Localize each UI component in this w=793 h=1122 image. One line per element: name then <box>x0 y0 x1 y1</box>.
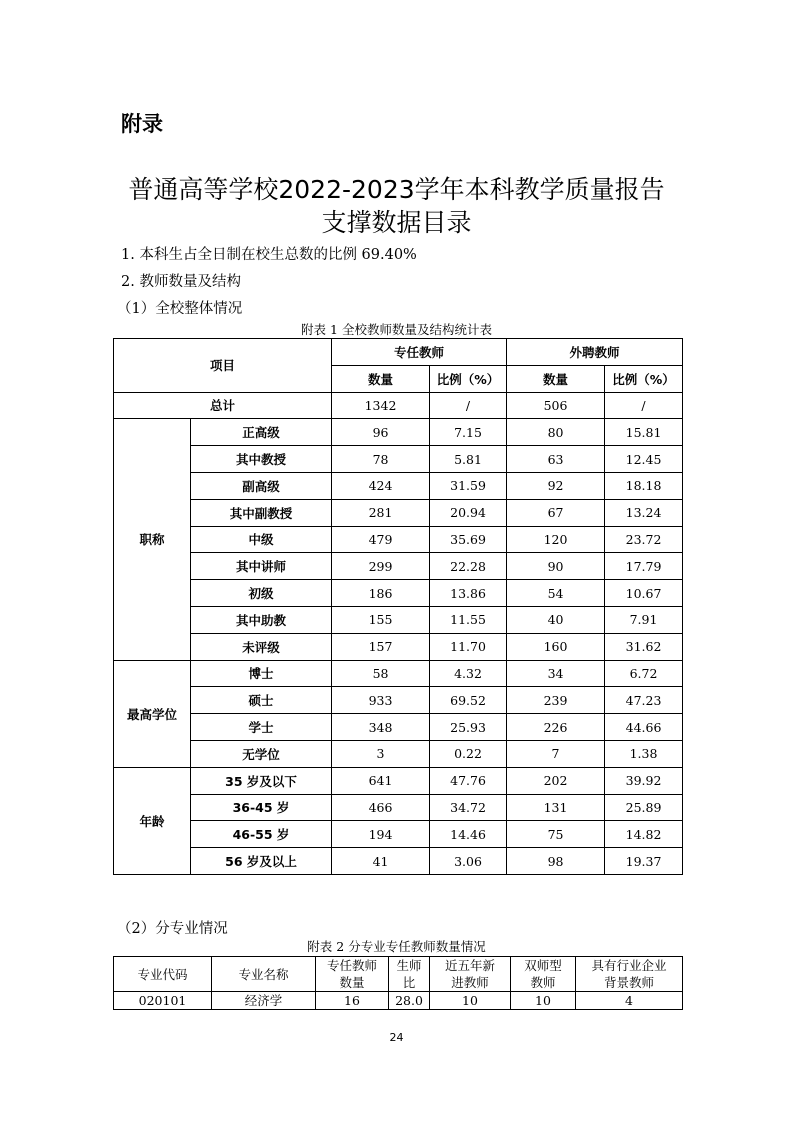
row-label: 学士 <box>191 714 332 741</box>
row-label: 其中助教 <box>191 606 332 633</box>
header-dual-teachers-l2: 教师 <box>530 975 556 990</box>
external-ratio: 39.92 <box>605 767 683 794</box>
external-ratio: 19.37 <box>605 848 683 875</box>
fulltime-ratio: 4.32 <box>430 660 507 687</box>
table-row <box>114 740 683 767</box>
external-count: 92 <box>507 472 605 499</box>
fulltime-count: 299 <box>332 553 430 580</box>
fulltime-ratio: 0.22 <box>430 740 507 767</box>
fulltime-count: 157 <box>332 633 430 660</box>
header-new-teachers <box>430 957 511 992</box>
group-label: 最高学位 <box>114 660 191 767</box>
group-label: 年龄 <box>114 767 191 874</box>
external-count: 98 <box>507 848 605 875</box>
external-count: 67 <box>507 499 605 526</box>
sub-item-overall: （1）全校整体情况 <box>117 301 243 317</box>
table1-caption: 附表 1 全校教师数量及结构统计表 <box>301 322 492 337</box>
external-count: 54 <box>507 580 605 607</box>
row-label: 其中副教授 <box>191 499 332 526</box>
total-label: 总计 <box>114 392 332 419</box>
external-count: 131 <box>507 794 605 821</box>
header-teacher-count-l1: 专任教师 <box>326 958 377 973</box>
fulltime-count: 466 <box>332 794 430 821</box>
table-row <box>114 419 683 446</box>
appendix-heading: 附录 <box>121 112 163 136</box>
page-number: 24 <box>389 1031 404 1044</box>
external-ratio: 23.72 <box>605 526 683 553</box>
external-count: 63 <box>507 446 605 473</box>
table2-caption: 附表 2 分专业专任教师数量情况 <box>307 939 486 954</box>
external-ratio: 12.45 <box>605 446 683 473</box>
fulltime-ratio: 11.55 <box>430 606 507 633</box>
fulltime-count: 641 <box>332 767 430 794</box>
table-row <box>114 794 683 821</box>
fulltime-ratio: 14.46 <box>430 821 507 848</box>
header-dual-teachers-l1: 双师型 <box>524 958 562 973</box>
external-count: 40 <box>507 606 605 633</box>
external-ratio: 14.82 <box>605 821 683 848</box>
table2-header-row <box>114 957 683 992</box>
external-ratio: 6.72 <box>605 660 683 687</box>
group-label: 职称 <box>114 419 191 660</box>
fulltime-count: 78 <box>332 446 430 473</box>
sub-item-by-major: （2）分专业情况 <box>117 921 228 937</box>
major-teacher-table <box>113 956 683 1010</box>
row-label: 中级 <box>191 526 332 553</box>
header-major-name <box>212 957 316 992</box>
item-undergrad-ratio: 1. 本科生占全日制在校生总数的比例 69.40% <box>121 247 417 263</box>
table-row <box>114 472 683 499</box>
table-row <box>114 446 683 473</box>
table-row <box>114 553 683 580</box>
header-new-teachers-l2: 进教师 <box>451 975 489 990</box>
external-ratio: 18.18 <box>605 472 683 499</box>
fulltime-ratio: 5.81 <box>430 446 507 473</box>
row-label: 其中教授 <box>191 446 332 473</box>
external-count: 239 <box>507 687 605 714</box>
header-fulltime: 专任教师 <box>332 339 507 366</box>
fulltime-ratio: 22.28 <box>430 553 507 580</box>
external-ratio: 47.23 <box>605 687 683 714</box>
header-fulltime-ratio: 比例（%） <box>430 365 507 392</box>
header-major-code <box>114 957 212 992</box>
fulltime-ratio: 11.70 <box>430 633 507 660</box>
table-row <box>114 767 683 794</box>
external-count: 75 <box>507 821 605 848</box>
fulltime-ratio: 7.15 <box>430 419 507 446</box>
fulltime-ratio: 47.76 <box>430 767 507 794</box>
table-row <box>114 499 683 526</box>
table-row <box>114 821 683 848</box>
fulltime-count: 155 <box>332 606 430 633</box>
fulltime-ratio: 3.06 <box>430 848 507 875</box>
total-external-count: 506 <box>507 392 605 419</box>
fulltime-count: 96 <box>332 419 430 446</box>
external-count: 160 <box>507 633 605 660</box>
header-external-count: 数量 <box>507 365 605 392</box>
header-item: 项目 <box>114 339 332 393</box>
table-row <box>114 687 683 714</box>
row-label: 36-45 岁 <box>191 794 332 821</box>
teacher-structure-table <box>113 338 683 875</box>
row-label: 35 岁及以下 <box>191 767 332 794</box>
table-row <box>114 606 683 633</box>
item-teacher-structure: 2. 教师数量及结构 <box>121 274 241 290</box>
header-industry-teachers <box>576 957 683 992</box>
cell-name: 经济学 <box>212 992 316 1010</box>
header-fulltime-count: 数量 <box>332 365 430 392</box>
fulltime-ratio: 31.59 <box>430 472 507 499</box>
fulltime-ratio: 13.86 <box>430 580 507 607</box>
table-row <box>114 660 683 687</box>
row-label: 硕士 <box>191 687 332 714</box>
fulltime-ratio: 34.72 <box>430 794 507 821</box>
external-count: 226 <box>507 714 605 741</box>
header-student-ratio-l2: 比 <box>402 975 416 990</box>
fulltime-count: 281 <box>332 499 430 526</box>
fulltime-ratio: 69.52 <box>430 687 507 714</box>
external-count: 80 <box>507 419 605 446</box>
table-row <box>114 633 683 660</box>
cell-count: 16 <box>316 992 389 1010</box>
external-count: 7 <box>507 740 605 767</box>
table-row <box>114 714 683 741</box>
fulltime-ratio: 20.94 <box>430 499 507 526</box>
header-industry-teachers-l2: 背景教师 <box>603 975 654 990</box>
cell-dual: 10 <box>511 992 576 1010</box>
external-ratio: 13.24 <box>605 499 683 526</box>
external-count: 90 <box>507 553 605 580</box>
table-row <box>114 848 683 875</box>
header-new-teachers-l1: 近五年新 <box>444 958 495 973</box>
row-label: 未评级 <box>191 633 332 660</box>
fulltime-count: 41 <box>332 848 430 875</box>
external-ratio: 44.66 <box>605 714 683 741</box>
header-dual-teachers <box>511 957 576 992</box>
fulltime-count: 424 <box>332 472 430 499</box>
header-external: 外聘教师 <box>507 339 683 366</box>
cell-new: 10 <box>430 992 511 1010</box>
header-major-code-text: 专业代码 <box>137 966 188 982</box>
row-label: 博士 <box>191 660 332 687</box>
row-label: 46-55 岁 <box>191 821 332 848</box>
table-row <box>114 526 683 553</box>
total-fulltime-count: 1342 <box>332 392 430 419</box>
external-count: 120 <box>507 526 605 553</box>
header-major-name-text: 专业名称 <box>238 966 289 982</box>
cell-code: 020101 <box>114 992 212 1010</box>
external-count: 34 <box>507 660 605 687</box>
header-teacher-count-l2: 数量 <box>339 975 365 990</box>
external-ratio: 7.91 <box>605 606 683 633</box>
header-teacher-count <box>316 957 389 992</box>
external-ratio: 17.79 <box>605 553 683 580</box>
report-title-line1: 普通高等学校2022-2023学年本科教学质量报告 <box>128 175 665 204</box>
cell-ratio: 28.0 <box>389 992 430 1010</box>
table-row <box>114 992 683 1010</box>
fulltime-count: 348 <box>332 714 430 741</box>
total-fulltime-ratio: / <box>430 392 507 419</box>
fulltime-count: 3 <box>332 740 430 767</box>
row-label: 其中讲师 <box>191 553 332 580</box>
external-ratio: 1.38 <box>605 740 683 767</box>
header-external-ratio: 比例（%） <box>605 365 683 392</box>
fulltime-count: 933 <box>332 687 430 714</box>
report-title-line2: 支撑数据目录 <box>321 208 472 237</box>
table-row-total <box>114 392 683 419</box>
fulltime-ratio: 25.93 <box>430 714 507 741</box>
fulltime-count: 58 <box>332 660 430 687</box>
row-label: 无学位 <box>191 740 332 767</box>
row-label: 正高级 <box>191 419 332 446</box>
total-external-ratio: / <box>605 392 683 419</box>
external-ratio: 15.81 <box>605 419 683 446</box>
cell-industry: 4 <box>576 992 683 1010</box>
header-industry-teachers-l1: 具有行业企业 <box>591 958 667 973</box>
row-label: 56 岁及以上 <box>191 848 332 875</box>
fulltime-ratio: 35.69 <box>430 526 507 553</box>
table-row <box>114 580 683 607</box>
external-count: 202 <box>507 767 605 794</box>
header-student-ratio <box>389 957 430 992</box>
row-label: 副高级 <box>191 472 332 499</box>
fulltime-count: 194 <box>332 821 430 848</box>
header-student-ratio-l1: 生师 <box>396 958 422 973</box>
fulltime-count: 479 <box>332 526 430 553</box>
row-label: 初级 <box>191 580 332 607</box>
external-ratio: 10.67 <box>605 580 683 607</box>
external-ratio: 25.89 <box>605 794 683 821</box>
external-ratio: 31.62 <box>605 633 683 660</box>
fulltime-count: 186 <box>332 580 430 607</box>
